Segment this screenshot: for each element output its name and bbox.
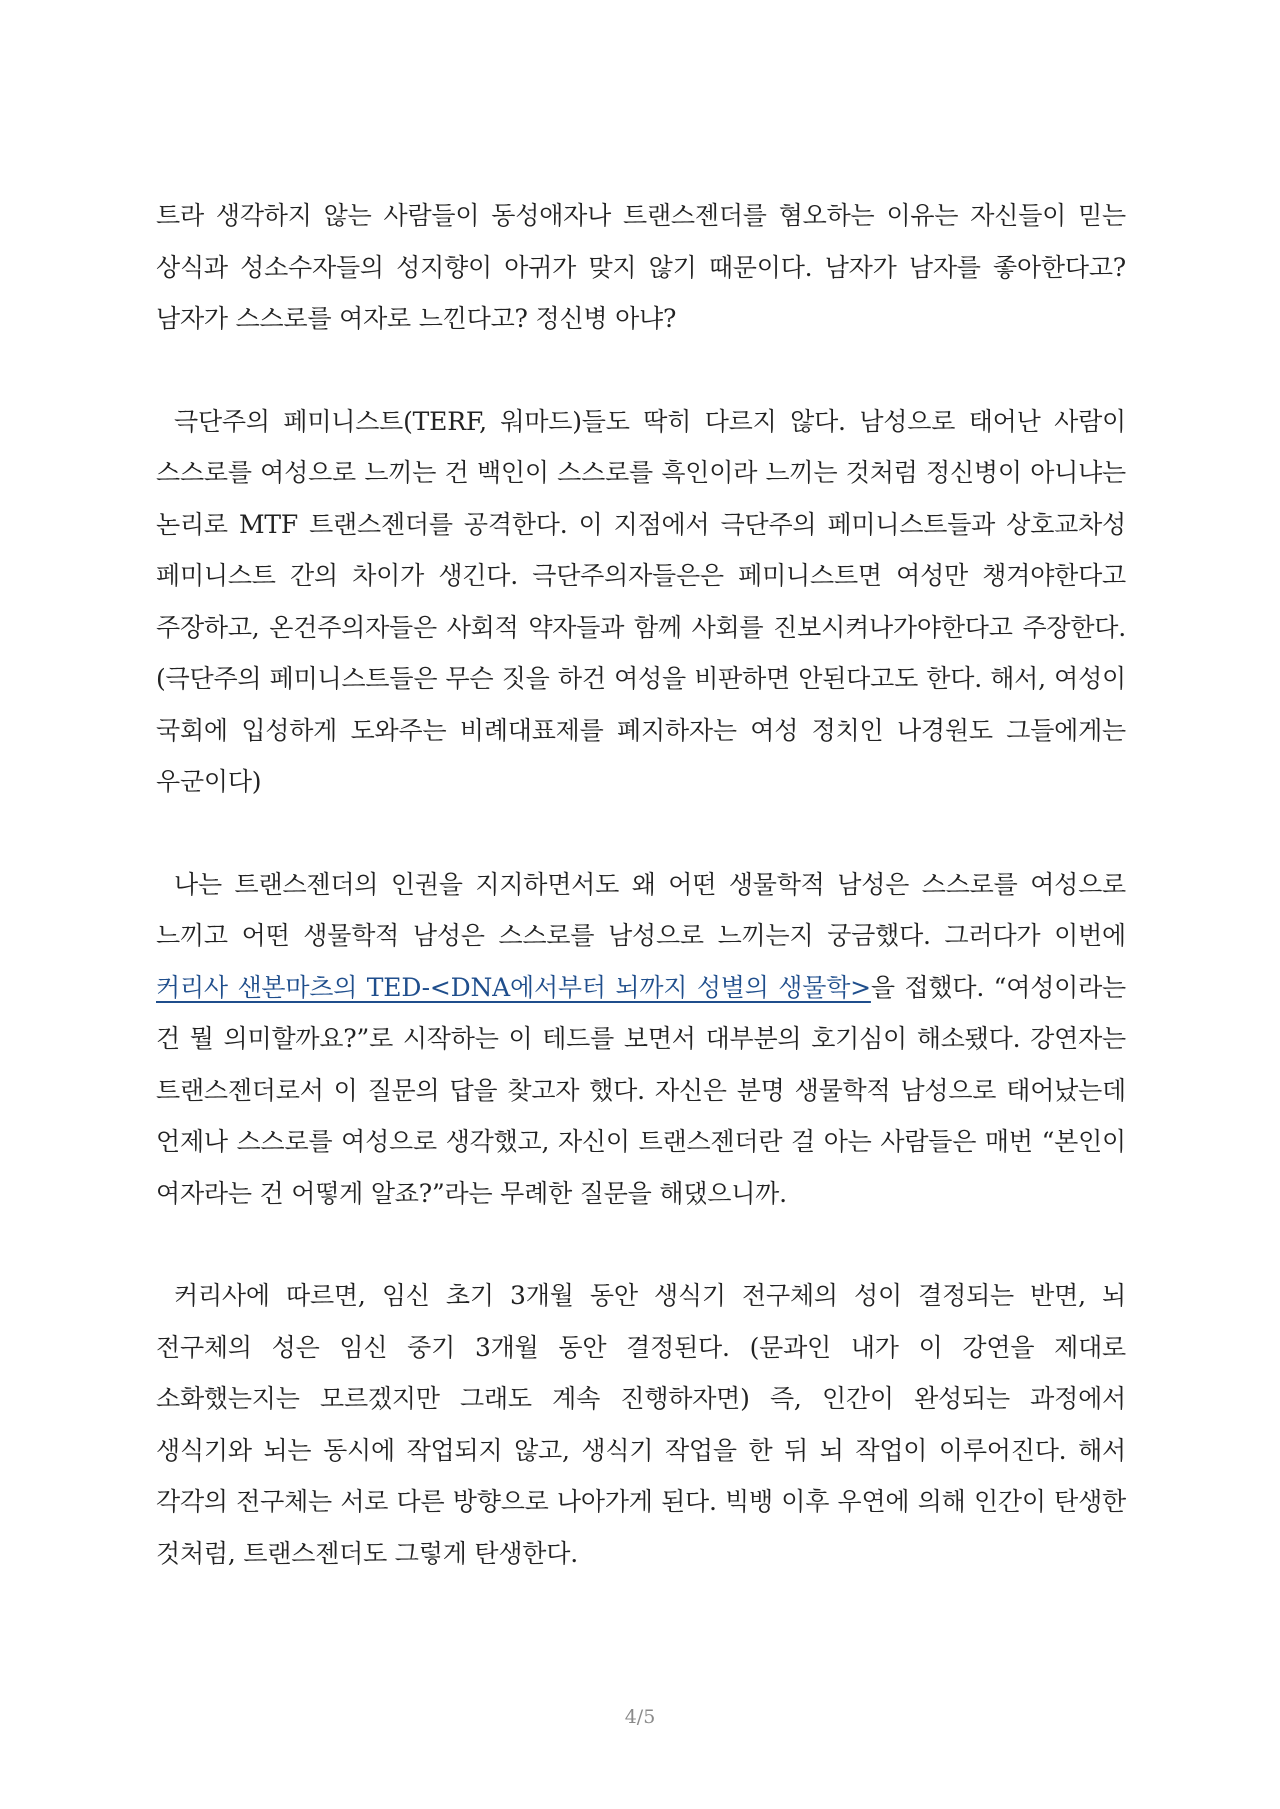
article-body xyxy=(156,190,1126,1579)
paragraph-3 xyxy=(156,859,1126,1220)
paragraph-2: 극단주의 페미니스트(TERF, 워마드)들도 딱히 다르지 않다. 남성으로 태어난 사람이 스스로를 여성으로 느끼는 건 백인이 스스로를 흑인이라 느끼는 것처럼 정신병이 아니냐는 논리로 MTF 트랜스젠더를 공격한다. 이 지점에서 극단주의 페미니스트들과 상호교차성 페미니스트 간의 차이가 생긴다. 극단주의자들은은 페미니스트면 여성만 챙겨야한다고 주장하고, 온건주의자들은 사회적 약자들과 함께 사회를 진보시켜나가야한다고 주장한다. (극단주의 페미니스트들은 무슨 짓을 하건 여성을 비판하면 안된다고도 한다. 해서, 여성이 국회에 입성하게 도와주는 비례대표제를 폐지하자는 여성 정치인 나경원도 그들에게는 우군이다) xyxy=(156,406,1126,796)
paragraph-4: 커리사에 따르면, 임신 초기 3개월 동안 생식기 전구체의 성이 결정되는 반면, 뇌 전구체의 성은 임신 중기 3개월 동안 결정된다. (문과인 내가 이 강연을 제대로 소화했는지는 모르겠지만 그래도 계속 진행하자면) 즉, 인간이 완성되는 과정에서 생식기와 뇌는 동시에 작업되지 않고, 생식기 작업을 한 뒤 뇌 작업이 이루어진다. 해서 각각의 전구체는 서로 다른 방향으로 나아가게 된다. 빅뱅 이후 우연에 의해 인간이 탄생한 것처럼, 트랜스젠더도 그렇게 탄생한다. xyxy=(156,1281,1126,1568)
paragraph-1: 트라 생각하지 않는 사람들이 동성애자나 트랜스젠더를 혐오하는 이유는 자신들이 믿는 상식과 성소수자들의 성지향이 아귀가 맞지 않기 때문이다. 남자가 남자를 좋아한다고? 남자가 스스로를 여자로 느낀다고? 정신병 아냐? xyxy=(156,201,1126,333)
paragraph-3-text-before-link: 나는 트랜스젠더의 인권을 지지하면서도 왜 어떤 생물학적 남성은 스스로를 여성으로 느끼고 어떤 생물학적 남성은 스스로를 남성으로 느끼는지 궁금했다. 그러다가 이번에 xyxy=(156,869,1126,950)
page-number: 4/5 xyxy=(624,1706,656,1728)
paragraph-3-text-after-link: 을 접했다. “여성이라는 건 뭘 의미할까요?”로 시작하는 이 테드를 보면서 대부분의 호기심이 해소됐다. 강연자는 트랜스젠더로서 이 질문의 답을 찾고자 했다. 자신은 분명 생물학적 남성으로 태어났는데 언제나 스스로를 여성으로 생각했고, 자신이 트랜스젠더란 걸 아는 사람들은 매번 “본인이 여자라는 건 어떻게 알죠?”라는 무례한 질문을 해댔으니까. xyxy=(156,972,1127,1208)
ted-talk-link[interactable]: 커리사 샌본마츠의 TED-<DNA에서부터 뇌까지 성별의 생물학> xyxy=(156,972,871,1002)
